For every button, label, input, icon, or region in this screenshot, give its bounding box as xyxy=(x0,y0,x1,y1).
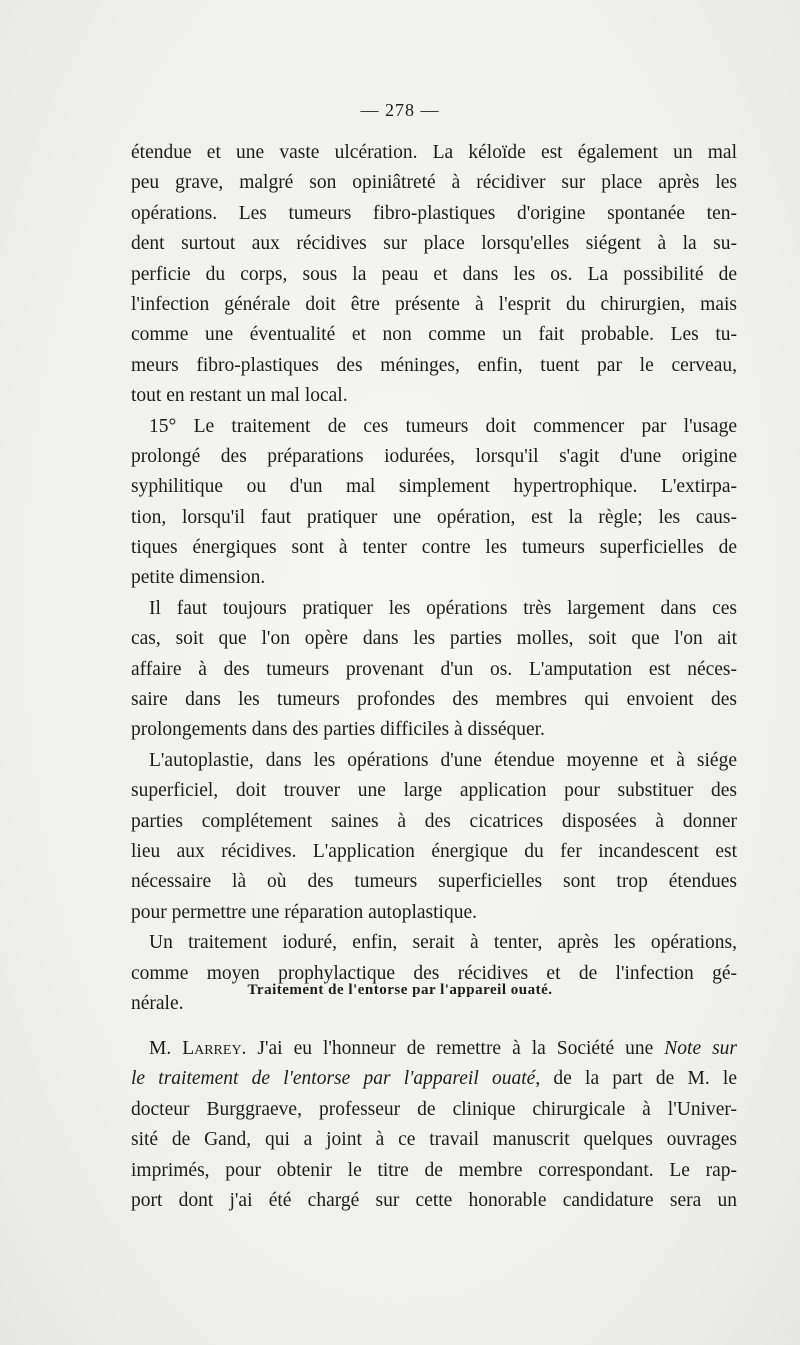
text-line: L'autoplastie, dans les opérations d'une étendue moyenne et à siége xyxy=(149,749,737,771)
text-line: petite dimension. xyxy=(131,567,266,589)
text-line: parties complétement saines à des cicatrices disposées à donner xyxy=(131,810,737,832)
text-line: syphilitique ou d'un mal simplement hypertrophique. L'extirpa- xyxy=(131,476,737,498)
text-line: comme moyen prophylactique des récidives et de l'infection gé- xyxy=(131,962,737,984)
note-title: le traitement de l'entorse par l'appareil ouaté xyxy=(131,1068,536,1090)
text-span: J'ai eu l'honneur de remettre à la Société une xyxy=(246,1038,665,1059)
section-heading: Traitement de l'entorse par l'appareil ouaté. xyxy=(247,982,553,998)
text-line: 15° Le traitement de ces tumeurs doit commencer par l'usage xyxy=(149,415,737,437)
text-line: prolongé des préparations iodurées, lorsqu'il s'agit d'une origine xyxy=(131,445,737,467)
text-line: lieu aux récidives. L'application énergique du fer incandescent est xyxy=(131,840,737,862)
text-line: dent surtout aux récidives sur place lorsqu'elles siégent à la su- xyxy=(131,233,737,255)
text-line: Un traitement ioduré, enfin, serait à tenter, après les opérations, xyxy=(149,932,737,954)
text-line: comme une éventualité et non comme un fait probable. Les tu- xyxy=(131,324,737,346)
text-line: l'infection générale doit être présente à l'esprit du chirurgien, mais xyxy=(131,293,737,315)
note-title: Note sur xyxy=(664,1038,737,1059)
main-text xyxy=(131,138,737,1019)
text-span: , de la part de M. le xyxy=(535,1068,737,1090)
text-line: cas, soit que l'on opère dans les parties molles, soit que l'on ait xyxy=(131,628,737,650)
text-line: tiques énergiques sont à tenter contre les tumeurs superficielles de xyxy=(131,537,737,559)
text-line: opérations. Les tumeurs fibro-plastiques d'origine spontanée ten- xyxy=(131,202,737,224)
text-line: peu grave, malgré son opiniâtreté à récidiver sur place après les xyxy=(131,172,737,194)
speaker-name: M. Larrey. xyxy=(149,1038,247,1059)
text-line: sité de Gand, qui a joint à ce travail manuscrit quelques ouvrages xyxy=(131,1129,737,1151)
text-line: prolongements dans des parties difficiles à disséquer. xyxy=(131,719,545,741)
text-line: étendue et une vaste ulcération. La kéloïde est également un mal xyxy=(131,142,737,163)
text-line: saire dans les tumeurs profondes des membres qui envoient des xyxy=(131,689,737,711)
text-line xyxy=(131,1034,737,1064)
larrey-paragraph xyxy=(131,1034,737,1216)
text-line: docteur Burggraeve, professeur de clinique chirurgicale à l'Univer- xyxy=(131,1098,737,1120)
text-line: affaire à des tumeurs provenant d'un os. L'amputation est néces- xyxy=(131,658,737,680)
text-line: port dont j'ai été chargé sur cette honorable candidature sera un xyxy=(131,1189,737,1211)
text-line: pour permettre une réparation autoplastique. xyxy=(131,901,477,923)
text-line: nérale. xyxy=(131,992,184,1014)
text-line: meurs fibro-plastiques des méninges, enfin, tuent par le cerveau, xyxy=(131,354,737,376)
text-line: tion, lorsqu'il faut pratiquer une opération, est la règle; les caus- xyxy=(131,506,737,528)
text-line: tout en restant un mal local. xyxy=(131,385,348,407)
text-line: nécessaire là où des tumeurs superficielles sont trop étendues xyxy=(131,871,737,893)
text-line: imprimés, pour obtenir le titre de membre correspondant. Le rap- xyxy=(131,1159,737,1181)
text-line xyxy=(131,1064,737,1094)
text-line: perficie du corps, sous la peau et dans les os. La possibilité de xyxy=(131,263,737,285)
text-line: superficiel, doit trouver une large application pour substituer des xyxy=(131,780,737,802)
page-number: — 278 — xyxy=(360,100,440,120)
text-line: Il faut toujours pratiquer les opérations très largement dans ces xyxy=(149,597,737,619)
